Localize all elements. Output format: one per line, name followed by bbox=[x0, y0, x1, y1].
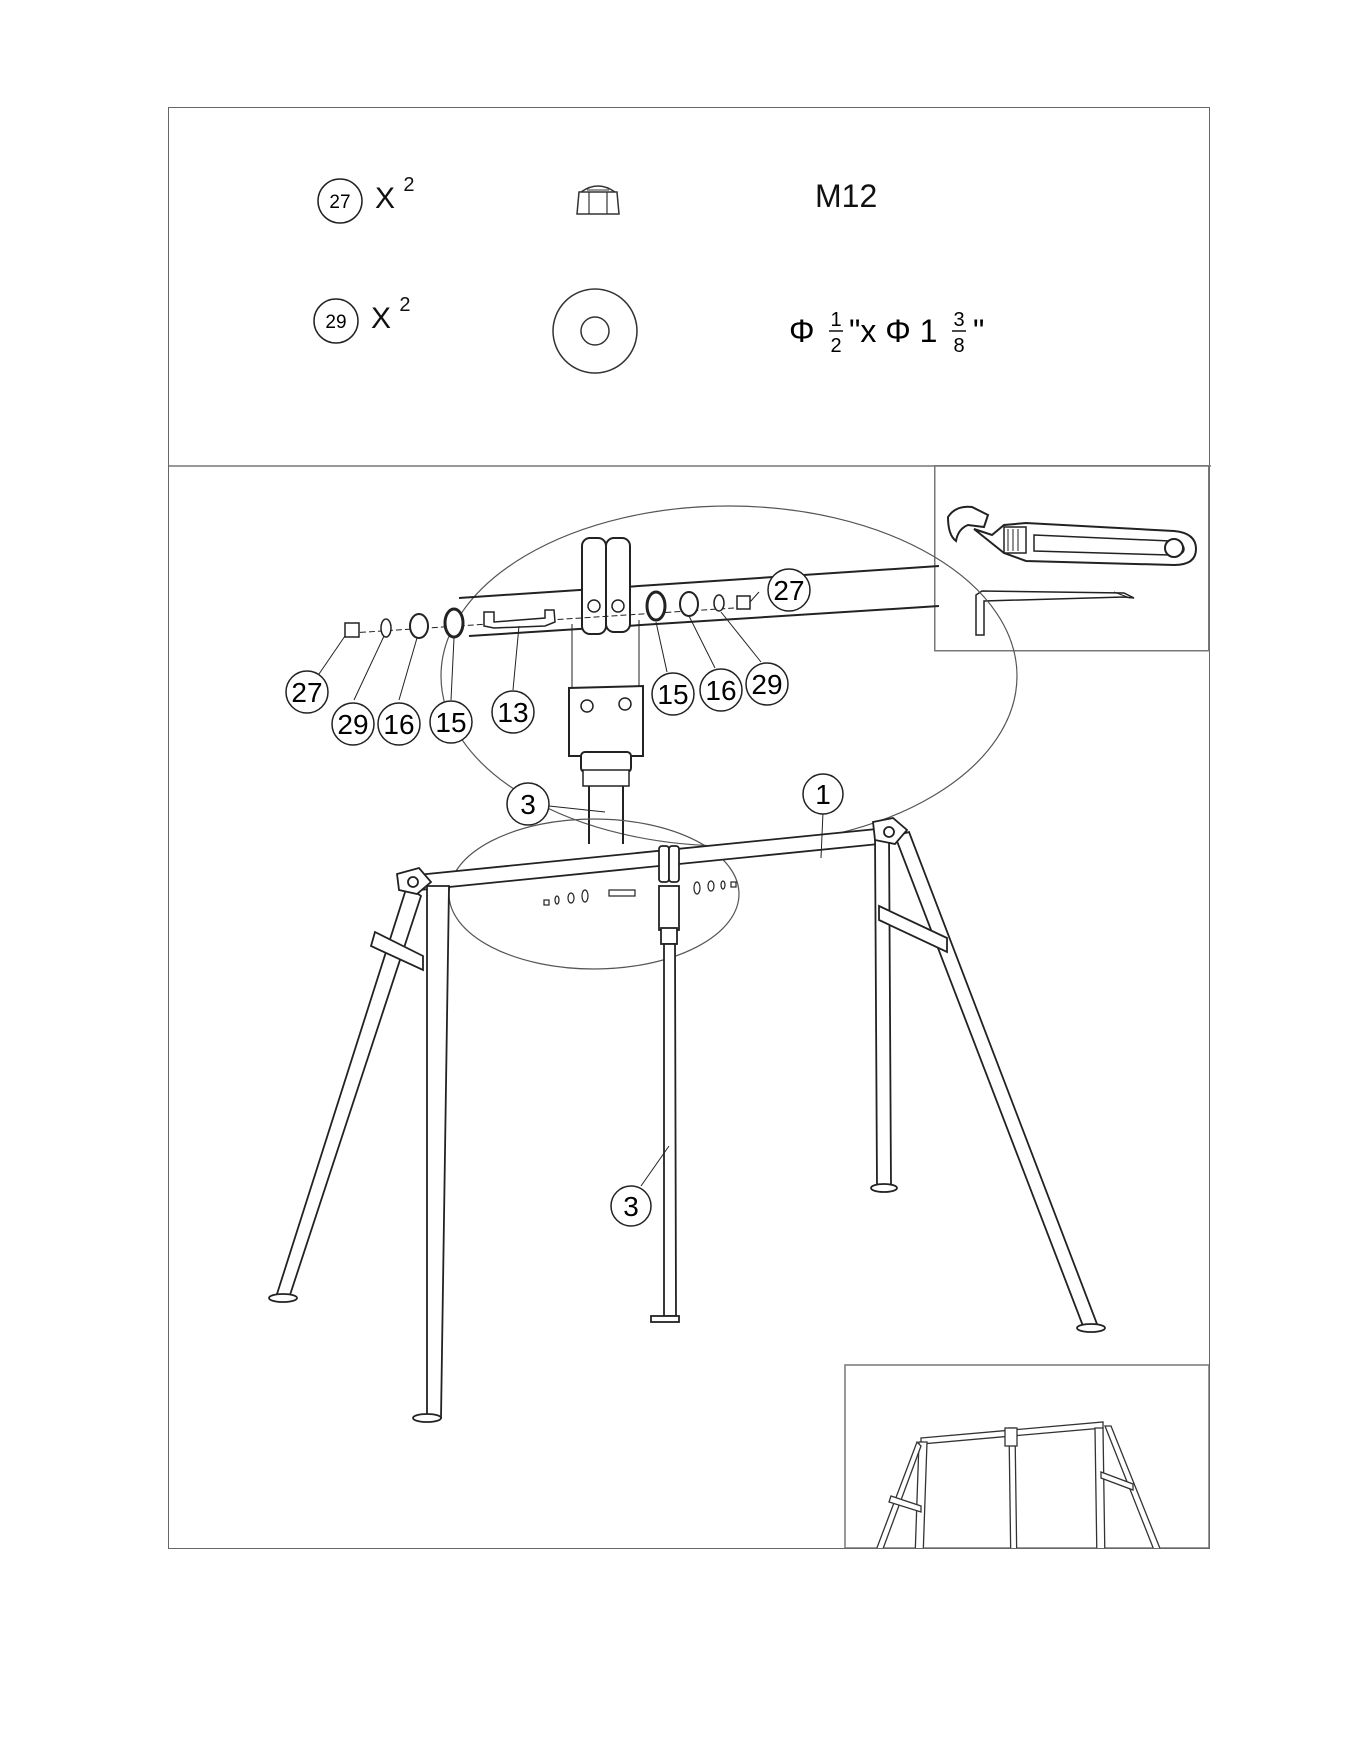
callout-27-right bbox=[768, 569, 810, 611]
part-27-circle bbox=[315, 176, 365, 226]
washer-icon bbox=[549, 285, 641, 377]
svg-text:16: 16 bbox=[383, 709, 415, 740]
callout-3-detail bbox=[507, 783, 549, 825]
svg-text:Φ: Φ bbox=[789, 313, 815, 349]
instruction-page-frame bbox=[168, 107, 1210, 1549]
svg-text:3: 3 bbox=[623, 1191, 639, 1222]
svg-text:1: 1 bbox=[830, 309, 842, 331]
washer-spec bbox=[789, 298, 1039, 362]
part-29-number: 29 bbox=[325, 312, 347, 333]
callout-27-left bbox=[286, 671, 328, 713]
svg-text:": " bbox=[973, 313, 985, 349]
callout-3-main bbox=[611, 1186, 651, 1226]
callout-16-right bbox=[700, 669, 742, 711]
hex-nut-icon bbox=[569, 178, 627, 218]
svg-text:13: 13 bbox=[497, 697, 529, 728]
swing-frame bbox=[269, 818, 1105, 1422]
assembly-drawing bbox=[169, 466, 1209, 1548]
callout-29-left bbox=[332, 703, 374, 745]
svg-text:15: 15 bbox=[657, 679, 689, 710]
part-29-quantity: X $^2$ bbox=[371, 294, 411, 335]
svg-text:2: 2 bbox=[830, 335, 842, 357]
callout-15-right bbox=[652, 673, 694, 715]
callout-1 bbox=[803, 774, 843, 814]
svg-text:29: 29 bbox=[337, 709, 369, 740]
svg-text:"x Φ 1: "x Φ 1 bbox=[849, 313, 938, 349]
part-29-circle bbox=[311, 296, 361, 346]
svg-text:3: 3 bbox=[520, 789, 536, 820]
svg-text:3: 3 bbox=[953, 309, 965, 331]
completed-frame-preview bbox=[845, 1365, 1209, 1548]
svg-text:1: 1 bbox=[815, 779, 831, 810]
svg-text:15: 15 bbox=[435, 707, 467, 738]
callout-16-left bbox=[378, 703, 420, 745]
part-27-quantity: X $^2$ bbox=[375, 174, 415, 215]
nut-spec: M12 bbox=[815, 178, 878, 214]
callout-29-right bbox=[746, 663, 788, 705]
callout-13 bbox=[492, 691, 534, 733]
svg-text:16: 16 bbox=[705, 675, 737, 706]
callout-15-left bbox=[430, 701, 472, 743]
svg-text:27: 27 bbox=[773, 575, 805, 606]
detail-callouts bbox=[286, 569, 810, 825]
svg-text:29: 29 bbox=[751, 669, 783, 700]
part-27-number: 27 bbox=[329, 192, 351, 213]
svg-text:8: 8 bbox=[953, 335, 965, 357]
svg-text:27: 27 bbox=[291, 677, 323, 708]
hardware-section bbox=[169, 108, 1211, 468]
